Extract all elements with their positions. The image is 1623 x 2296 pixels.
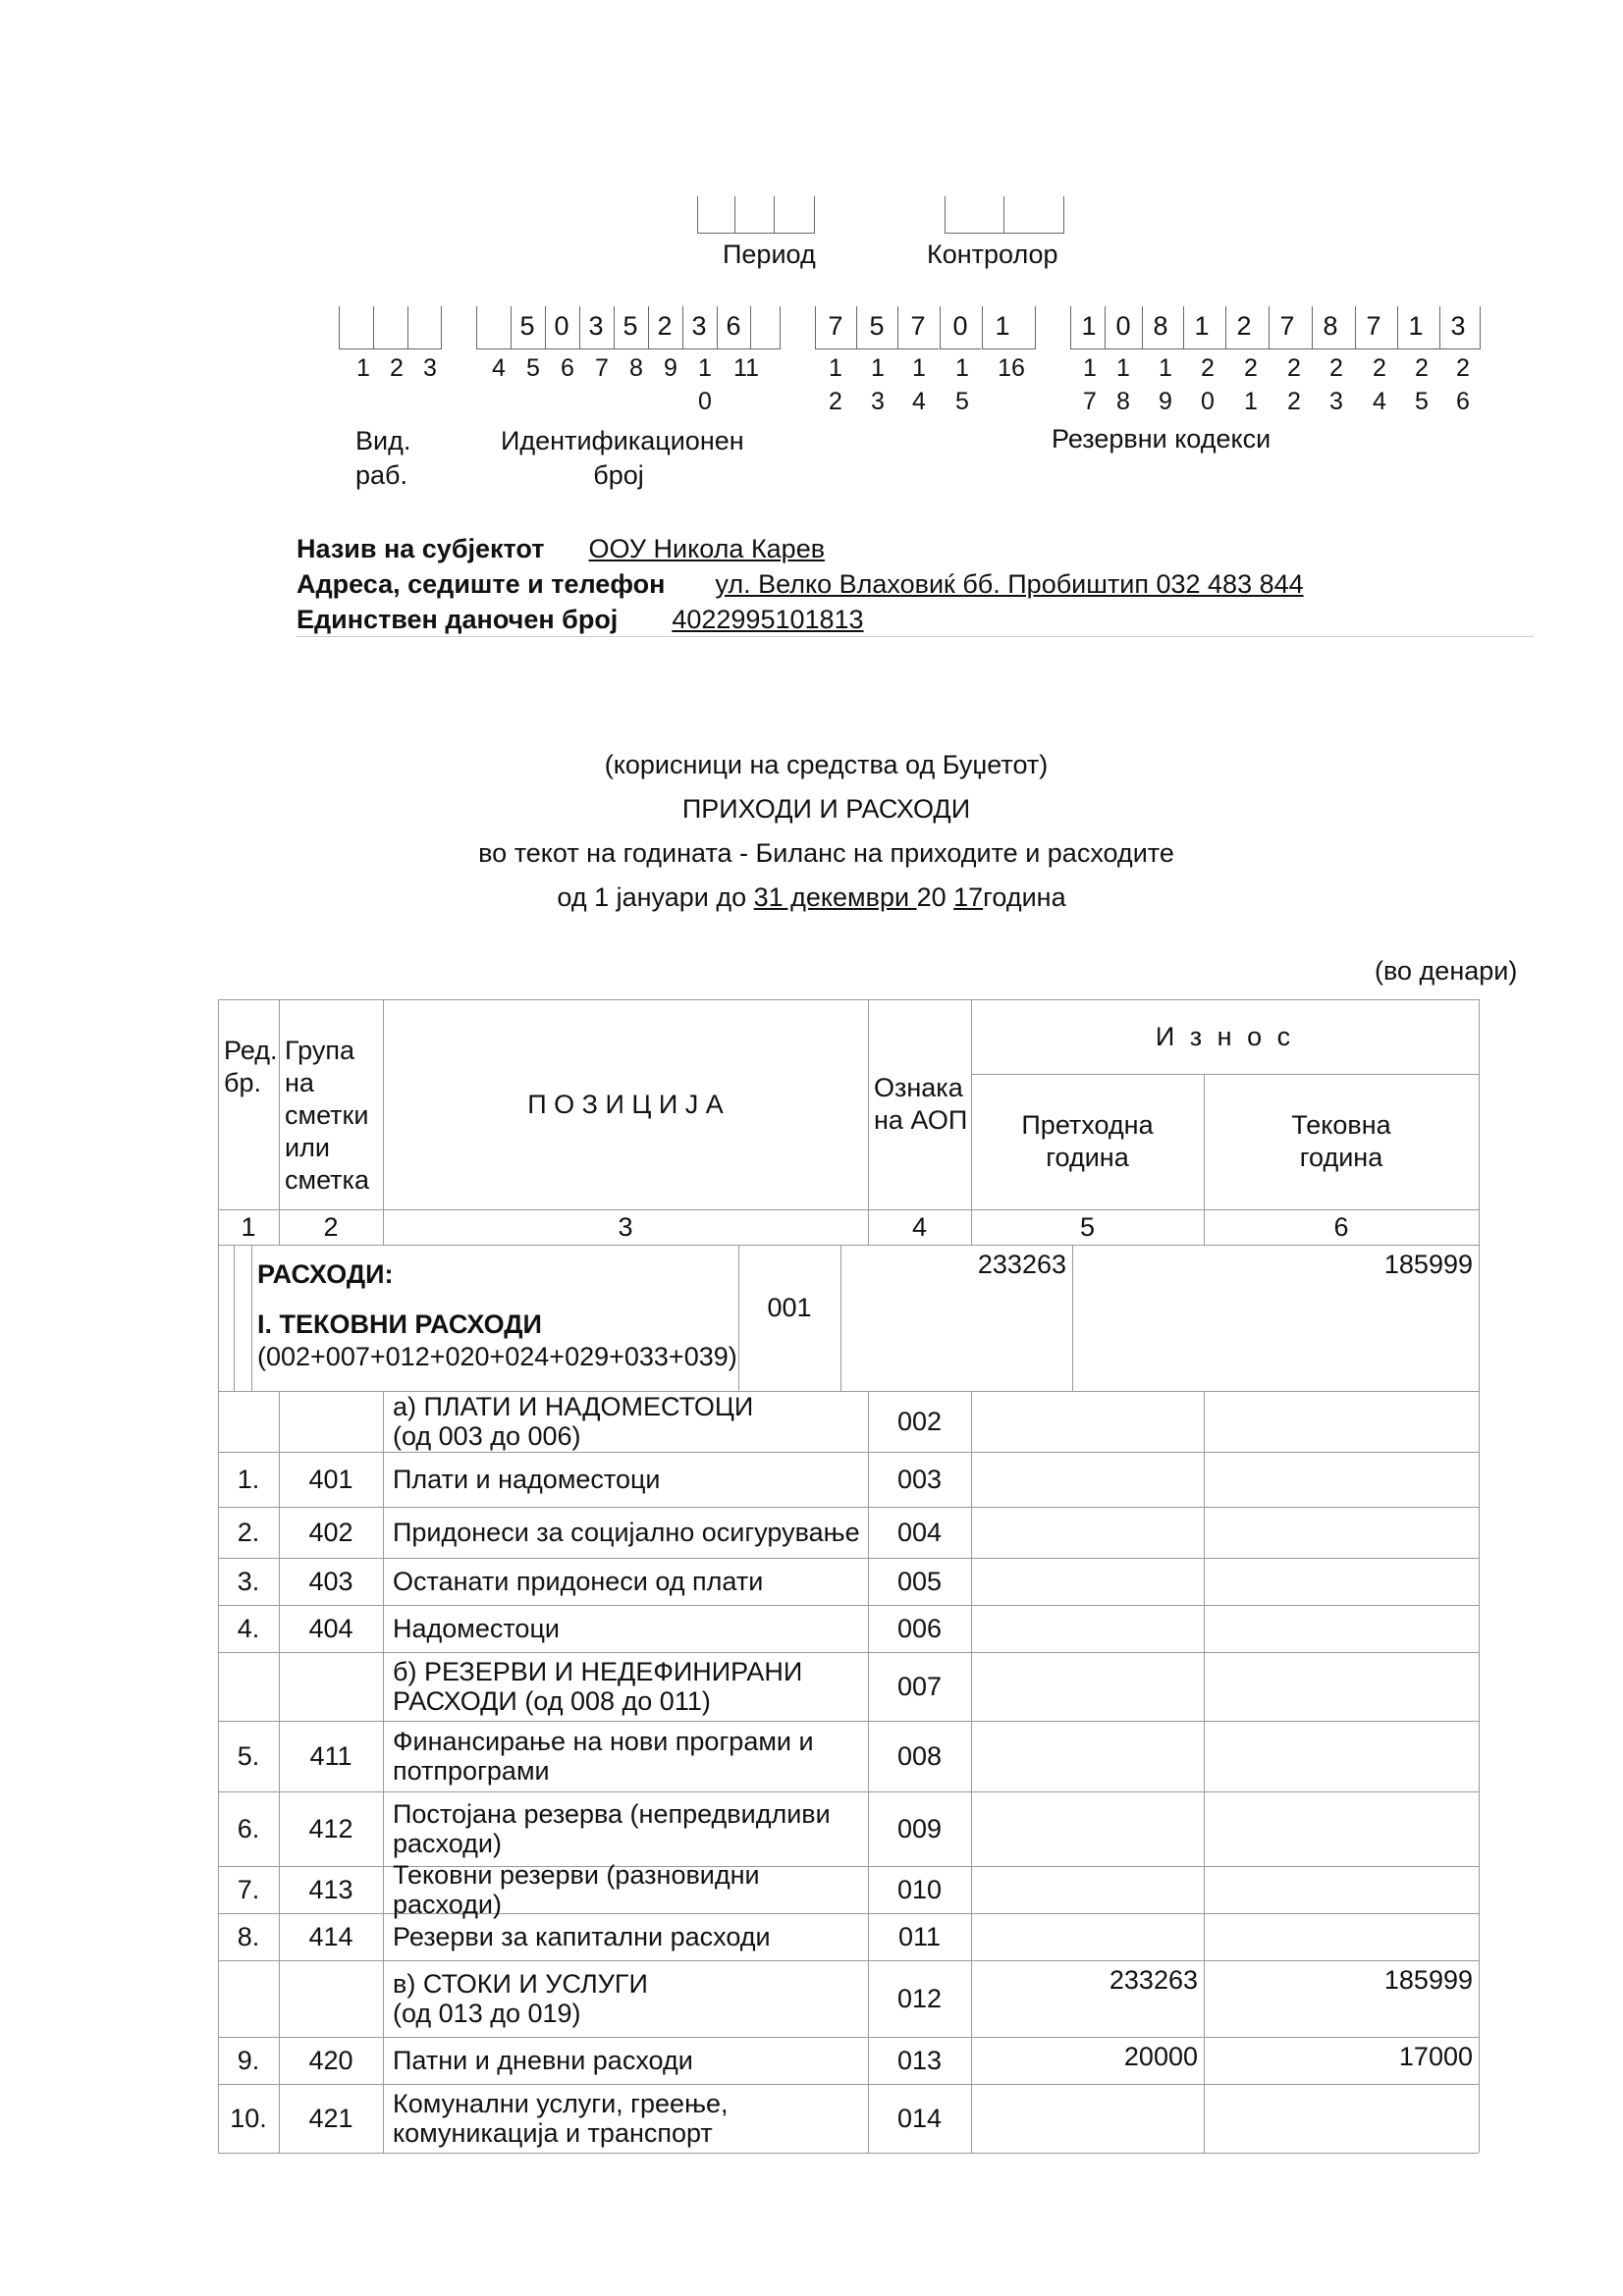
position-number-line1: 16 [998, 354, 1025, 382]
table-row-prev [971, 1558, 1204, 1605]
table-row-grupa: 420 [308, 2045, 353, 2075]
table-row-curr [1204, 1866, 1479, 1913]
position-number-line1: 2 [1456, 354, 1470, 382]
position-number-line1: 11 [733, 354, 759, 382]
table-row-grupa: 411 [309, 1740, 352, 1771]
subject-address-label: Адреса, седиште и телефон [297, 569, 666, 599]
table-row-aop: 010 [896, 1874, 943, 1904]
table-border [1479, 1652, 1480, 1721]
header-tekovna: Тековна година [1291, 1110, 1391, 1172]
table-row-aop: 008 [896, 1740, 943, 1771]
table-row-red: 1. [237, 1464, 260, 1494]
position-number-line2: 4 [1373, 388, 1386, 415]
ident-code-digit: 3 [691, 311, 707, 341]
position-number-line2: 6 [1456, 388, 1470, 415]
table-border [1479, 1866, 1480, 1913]
table-row-prev [971, 1605, 1204, 1652]
table-row-aop: 004 [896, 1517, 943, 1547]
table-row-pozicija: Плати и надоместоци [393, 1465, 661, 1494]
ident-code-digit: 5 [622, 311, 638, 341]
unit-label: (во денари) [1375, 956, 1518, 986]
table-row-red: 3. [237, 1566, 260, 1596]
table-row-curr [1204, 2084, 1479, 2153]
table-row-prev [971, 1721, 1204, 1791]
kind-label-line2: раб. [355, 460, 407, 490]
table-row-curr [1204, 1391, 1479, 1452]
position-number-line2: 0 [1201, 388, 1215, 415]
table-row-prev [971, 1913, 1204, 1960]
position-number-line1: 6 [561, 354, 574, 382]
position-number-line1: 2 [1287, 354, 1301, 382]
table-border [218, 2153, 1479, 2154]
table-row-prev [971, 1507, 1204, 1558]
table-row-prev [971, 1791, 1204, 1866]
reserve-code-digit: 1 [1081, 311, 1097, 341]
reserve-codes-label: Резервни кодекси [1052, 424, 1271, 454]
title-date-suffix: година [983, 882, 1066, 912]
column-number: 6 [1333, 1211, 1349, 1242]
position-number-line2: 3 [871, 388, 885, 415]
title-line3: во текот на годината - Биланс на приходите и расходите [478, 838, 1174, 868]
table-row-grupa: 403 [308, 1566, 353, 1596]
table-row-aop: 012 [896, 1983, 943, 2013]
table-row-red: 6. [237, 1813, 260, 1843]
table-row-red: 10. [230, 2103, 267, 2133]
table-row-red: 4. [237, 1613, 260, 1643]
reserve-code-digit: 2 [1236, 311, 1252, 341]
header-red-br: Ред. бр. [224, 1036, 278, 1097]
section-subtitle: I. ТЕКОВНИ РАСХОДИ [257, 1309, 542, 1339]
table-border [1479, 2084, 1480, 2153]
position-number-line1: 1 [871, 354, 885, 382]
table-row-curr [1204, 1558, 1479, 1605]
kind-label-line1: Вид. [355, 426, 411, 455]
position-number-line1: 1 [955, 354, 969, 382]
position-number-line1: 2 [1201, 354, 1215, 382]
table-row-prev [971, 1652, 1204, 1721]
position-number-line2: 3 [1329, 388, 1343, 415]
table-row-curr [1204, 1452, 1479, 1507]
ident-code-digit: 3 [588, 311, 604, 341]
table-row-aop: 006 [896, 1613, 943, 1643]
table-row-red [218, 1652, 279, 1721]
table-row-curr [1204, 1652, 1479, 1721]
activity-code-digit: 7 [910, 311, 926, 341]
table-border [1479, 2037, 1480, 2084]
table-border [1479, 1245, 1480, 1391]
position-number-line1: 1 [912, 354, 926, 382]
table-row-grupa [279, 1391, 383, 1452]
section-pozicija [251, 1245, 738, 1391]
header-iznos: И з н о с [1155, 1021, 1295, 1051]
table-row-pozicija: Финансирање на нови програми и потпрограми [393, 1727, 814, 1786]
table-row-curr [1204, 1791, 1479, 1866]
activity-code-digit: 0 [952, 311, 968, 341]
column-number: 1 [241, 1211, 256, 1242]
column-number: 4 [911, 1211, 928, 1242]
period-label: Период [723, 240, 816, 269]
subject-tax-value: 4022995101813 [672, 605, 864, 634]
table-row-grupa: 402 [308, 1517, 353, 1547]
position-number-line1: 1 [829, 354, 842, 382]
title-date-day: 31 декември [753, 882, 917, 912]
position-number-line2: 5 [1415, 388, 1429, 415]
table-row-grupa: 412 [308, 1813, 353, 1843]
position-number-line2: 1 [1244, 388, 1258, 415]
position-number-line2: 2 [1287, 388, 1301, 415]
table-row-prev: 233263 [1109, 1965, 1198, 1995]
subject-name-label: Назив на субјектот [297, 534, 545, 563]
table-border [1479, 1507, 1480, 1558]
ident-label-line1: Идентификационен [501, 426, 744, 455]
table-row-grupa: 401 [308, 1464, 353, 1494]
table-border [1479, 1913, 1480, 1960]
activity-code-digit: 7 [828, 311, 843, 341]
section-aop: 001 [767, 1293, 812, 1322]
table-row-grupa: 421 [308, 2103, 353, 2133]
header-prethodna: Претходна година [1021, 1110, 1154, 1172]
table-row-red [218, 1960, 279, 2037]
position-number-line1: 1 [1083, 354, 1097, 382]
position-number-line1: 8 [629, 354, 643, 382]
table-row-pozicija: Придонеси за социјално осигурување [393, 1518, 860, 1547]
ident-code-digit: 6 [726, 311, 741, 341]
table-row-curr [1204, 1913, 1479, 1960]
position-number-line2: 4 [912, 388, 926, 415]
title-line2: ПРИХОДИ И РАСХОДИ [681, 794, 971, 824]
table-row-pozicija: в) СТОКИ И УСЛУГИ (од 013 до 019) [393, 1969, 648, 2028]
position-number-line1: 3 [423, 354, 437, 382]
table-row-pozicija: Резерви за капитални расходи [393, 1922, 771, 1951]
table-border [1479, 1558, 1480, 1605]
position-number-line1: 1 [1159, 354, 1172, 382]
table-row-grupa: 404 [308, 1613, 353, 1643]
table-border [1479, 1605, 1480, 1652]
table-row-grupa [279, 1652, 383, 1721]
table-row-curr: 185999 [1383, 1965, 1473, 1995]
section-prev: 233263 [977, 1250, 1066, 1279]
table-row-prev [971, 1452, 1204, 1507]
table-row-red [218, 1391, 279, 1452]
table-row-pozicija: Надоместоци [393, 1614, 560, 1643]
table-row-prev [971, 1391, 1204, 1452]
position-number-line1: 2 [1373, 354, 1386, 382]
header-grupa: Група на сметки или сметка [285, 1036, 369, 1195]
title-date-mid: 20 [916, 882, 954, 912]
position-number-line2: 8 [1116, 388, 1130, 415]
reserve-code-digit: 0 [1115, 311, 1131, 341]
table-border [1479, 1791, 1480, 1866]
table-row-aop: 007 [896, 1671, 943, 1701]
reserve-code-digit: 1 [1194, 311, 1210, 341]
position-number-line2: 2 [829, 388, 842, 415]
reserve-code-digit: 7 [1366, 311, 1381, 341]
reserve-code-digit: 1 [1408, 311, 1424, 341]
table-border [1479, 999, 1480, 1245]
reserve-code-digit: 8 [1153, 311, 1168, 341]
table-row-pozicija: Комунални услуги, греење, комуникација и транспорт [393, 2089, 729, 2148]
table-row-pozicija: б) РЕЗЕРВИ И НЕДЕФИНИРАНИ РАСХОДИ (од 008 до 011) [393, 1657, 803, 1716]
subject-name-value: ООУ Никола Карев [588, 534, 826, 563]
header-aop: Ознака на АОП [874, 1073, 968, 1135]
table-border [1479, 1721, 1480, 1791]
position-number-line1: 7 [595, 354, 609, 382]
position-number-line1: 4 [492, 354, 506, 382]
table-row-pozicija: Постојана резерва (непредвидливи расходи) [393, 1799, 831, 1858]
title-date-prefix: од 1 јануари до [557, 882, 754, 912]
ident-code-digit: 0 [554, 311, 569, 341]
reserve-code-digit: 3 [1450, 311, 1466, 341]
position-number-line1: 2 [390, 354, 404, 382]
table-border [1479, 1391, 1480, 1452]
position-number-line2: 9 [1159, 388, 1172, 415]
table-row-curr [1204, 1721, 1479, 1791]
table-row-grupa: 413 [308, 1874, 353, 1904]
position-number-line1: 1 [698, 354, 712, 382]
table-row-aop: 002 [896, 1406, 943, 1436]
table-row-red: 8. [237, 1921, 260, 1951]
table-row-pozicija: а) ПЛАТИ И НАДОМЕСТОЦИ (од 003 до 006) [393, 1392, 754, 1451]
ident-code-digit: 2 [657, 311, 673, 341]
table-row-pozicija: Останати придонеси од плати [393, 1567, 764, 1596]
table-row-prev: 20000 [1123, 2042, 1198, 2071]
position-number-line1: 2 [1329, 354, 1343, 382]
reserve-code-digit: 8 [1323, 311, 1338, 341]
ident-label-line2: број [593, 460, 644, 490]
position-number-line1: 2 [1415, 354, 1429, 382]
table-row-curr [1204, 1507, 1479, 1558]
table-row-prev [971, 1866, 1204, 1913]
column-number: 2 [323, 1211, 339, 1242]
title-date-year: 17 [953, 882, 984, 912]
position-number-line2: 7 [1083, 388, 1097, 415]
table-row-aop: 005 [896, 1566, 943, 1596]
control-label: Контролор [927, 240, 1058, 269]
position-number-line1: 5 [526, 354, 540, 382]
table-row-pozicija: Тековни резерви (разновидни расходи) [393, 1860, 760, 1919]
table-row-grupa [279, 1960, 383, 2037]
title-line1: (корисници на средства од Буџетот) [604, 750, 1049, 779]
column-number: 3 [618, 1211, 633, 1242]
table-row-aop: 013 [896, 2045, 943, 2075]
position-number-line1: 9 [664, 354, 677, 382]
table-row-prev [971, 2084, 1204, 2153]
position-number-line2: 5 [955, 388, 969, 415]
table-row-curr [1204, 1605, 1479, 1652]
table-row-pozicija: Патни и дневни расходи [393, 2046, 693, 2075]
table-row-red: 5. [237, 1740, 260, 1771]
header-pozicija: П О З И Ц И Ј А [527, 1089, 724, 1119]
subject-address-value: ул. Велко Влаховиќ бб. Пробиштип 032 483 844 [715, 569, 1304, 599]
activity-code-digit: 5 [869, 311, 885, 341]
table-row-aop: 014 [896, 2103, 943, 2133]
table-row-red: 2. [237, 1517, 260, 1547]
section-curr: 185999 [1383, 1250, 1473, 1279]
table-row-red: 9. [237, 2045, 260, 2075]
table-row-red: 7. [237, 1874, 260, 1904]
column-number: 5 [1079, 1211, 1096, 1242]
table-row-grupa: 414 [308, 1921, 353, 1951]
position-number-line1: 2 [1244, 354, 1258, 382]
subject-tax-label: Единствен даночен број [297, 605, 619, 634]
table-border [218, 1245, 219, 1391]
table-row-curr: 17000 [1398, 2042, 1473, 2071]
table-row-aop: 011 [897, 1921, 942, 1951]
table-border [1479, 1452, 1480, 1507]
table-border [234, 1245, 235, 1391]
activity-code-digit: 1 [995, 311, 1010, 341]
section-title: РАСХОДИ: [257, 1259, 394, 1289]
ident-code-digit: 5 [519, 311, 535, 341]
position-number-line1: 1 [1116, 354, 1130, 382]
table-row-aop: 003 [896, 1464, 943, 1494]
position-number-line1: 1 [356, 354, 370, 382]
reserve-code-digit: 7 [1279, 311, 1295, 341]
section-formula: (002+007+012+020+024+029+033+039) [257, 1342, 737, 1371]
table-row-aop: 009 [896, 1813, 943, 1843]
table-border [1479, 1960, 1480, 2037]
position-number-line2: 0 [698, 388, 712, 415]
